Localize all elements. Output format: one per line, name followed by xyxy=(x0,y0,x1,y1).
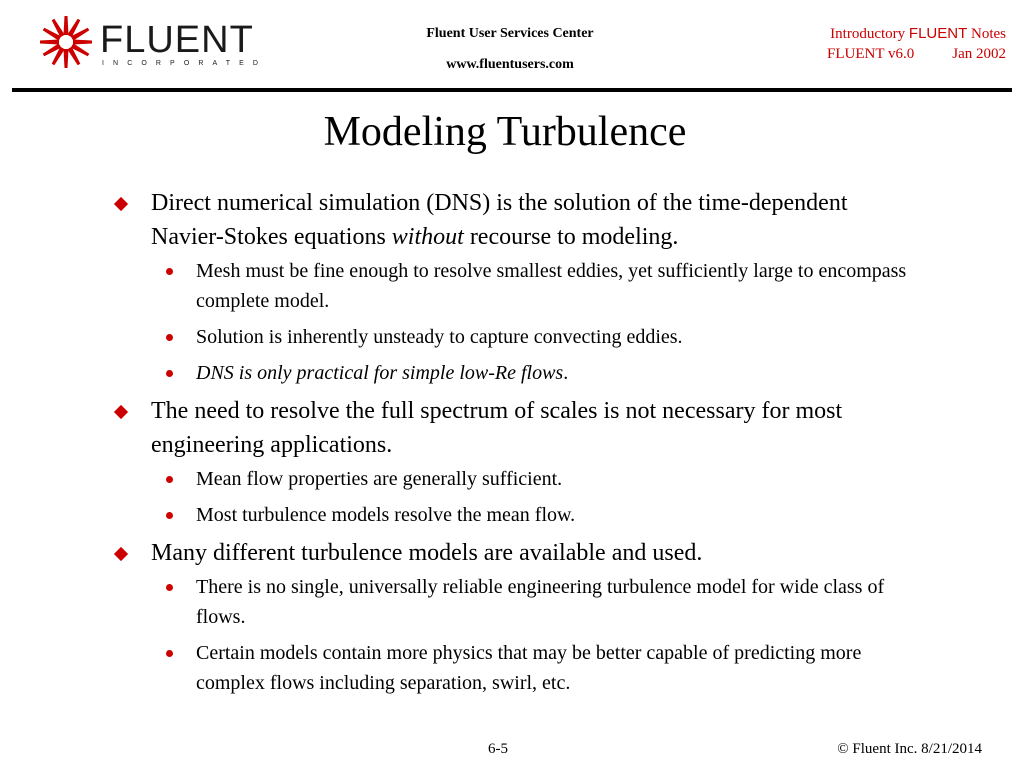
sub-bullet-mean-props xyxy=(0,464,916,494)
sub-bullet-no-single xyxy=(0,572,916,632)
header-notes-line xyxy=(827,24,1006,44)
dot-bullet-icon xyxy=(166,512,173,519)
dot-bullet-icon xyxy=(166,650,173,657)
notes-brand: FLUENT xyxy=(908,25,968,42)
diamond-bullet-icon xyxy=(114,405,128,419)
bullet-emphasis: without xyxy=(391,224,464,250)
logo-subtitle: INCORPORATED xyxy=(102,60,268,67)
dot-bullet-icon xyxy=(166,370,173,377)
header-right-notes xyxy=(827,24,1006,64)
dot-bullet-icon xyxy=(166,476,173,483)
sub-bullet-text: Solution is inherently unsteady to capture convecting eddies. xyxy=(196,326,683,348)
notes-suffix: Notes xyxy=(967,26,1006,42)
header-version-line xyxy=(827,44,1006,64)
diamond-bullet-icon xyxy=(114,547,128,561)
fluent-logo xyxy=(38,14,268,74)
sub-bullet-text: Certain models contain more physics that may be better capable of predicting more complex flows including separation, swirl, etc. xyxy=(196,642,862,694)
sub-bullet-text: There is no single, universally reliable engineering turbulence model for wide class of flows. xyxy=(196,576,885,628)
slide-body xyxy=(0,186,1024,704)
sub-bullet-low-re xyxy=(0,358,916,388)
sub-bullet-mean-flow xyxy=(0,500,916,530)
copyright: © Fluent Inc. 8/21/2014 xyxy=(837,741,982,757)
bullet-text: The need to resolve the full spectrum of scales is not necessary for most engineering applications. xyxy=(151,398,843,458)
header-center-title: Fluent User Services Center xyxy=(426,26,594,41)
slide-title: Modeling Turbulence xyxy=(323,109,687,155)
sub-bullet-text: Most turbulence models resolve the mean flow. xyxy=(196,504,576,526)
sub-bullet-text: Mean flow properties are generally sufficient. xyxy=(196,468,563,490)
dot-bullet-icon xyxy=(166,584,173,591)
sub-bullet-text: Mesh must be fine enough to resolve smallest eddies, yet sufficiently large to encompass complete model. xyxy=(196,260,907,312)
bullet-text-end: recourse to modeling. xyxy=(463,224,679,250)
bullet-text: Many different turbulence models are available and used. xyxy=(151,540,703,566)
fluent-starburst-icon xyxy=(38,14,94,70)
dot-bullet-icon xyxy=(166,334,173,341)
sub-bullet-mesh xyxy=(0,256,916,316)
logo-wordmark: FLUENT xyxy=(100,19,254,61)
header-divider xyxy=(12,88,1012,92)
sub-bullet-physics xyxy=(0,638,916,698)
bullet-models xyxy=(0,536,921,570)
sub-bullet-period: . xyxy=(563,362,569,384)
sub-bullet-emphasis: DNS is only practical for simple low-Re flows xyxy=(196,362,564,384)
sub-bullet-unsteady xyxy=(0,322,916,352)
bullet-dns xyxy=(0,186,921,254)
version-label: FLUENT v6.0 xyxy=(827,46,915,62)
page-number: 6-5 xyxy=(488,741,508,757)
dot-bullet-icon xyxy=(166,268,173,275)
bullet-spectrum xyxy=(0,394,921,462)
date-label: Jan 2002 xyxy=(952,46,1006,62)
notes-prefix: Introductory xyxy=(830,26,909,42)
header-center-url: www.fluentusers.com xyxy=(446,57,574,72)
bullet-text: Direct numerical simulation (DNS) is the solution of the time-dependent Navier-Stokes equations xyxy=(151,190,848,250)
diamond-bullet-icon xyxy=(114,197,128,211)
